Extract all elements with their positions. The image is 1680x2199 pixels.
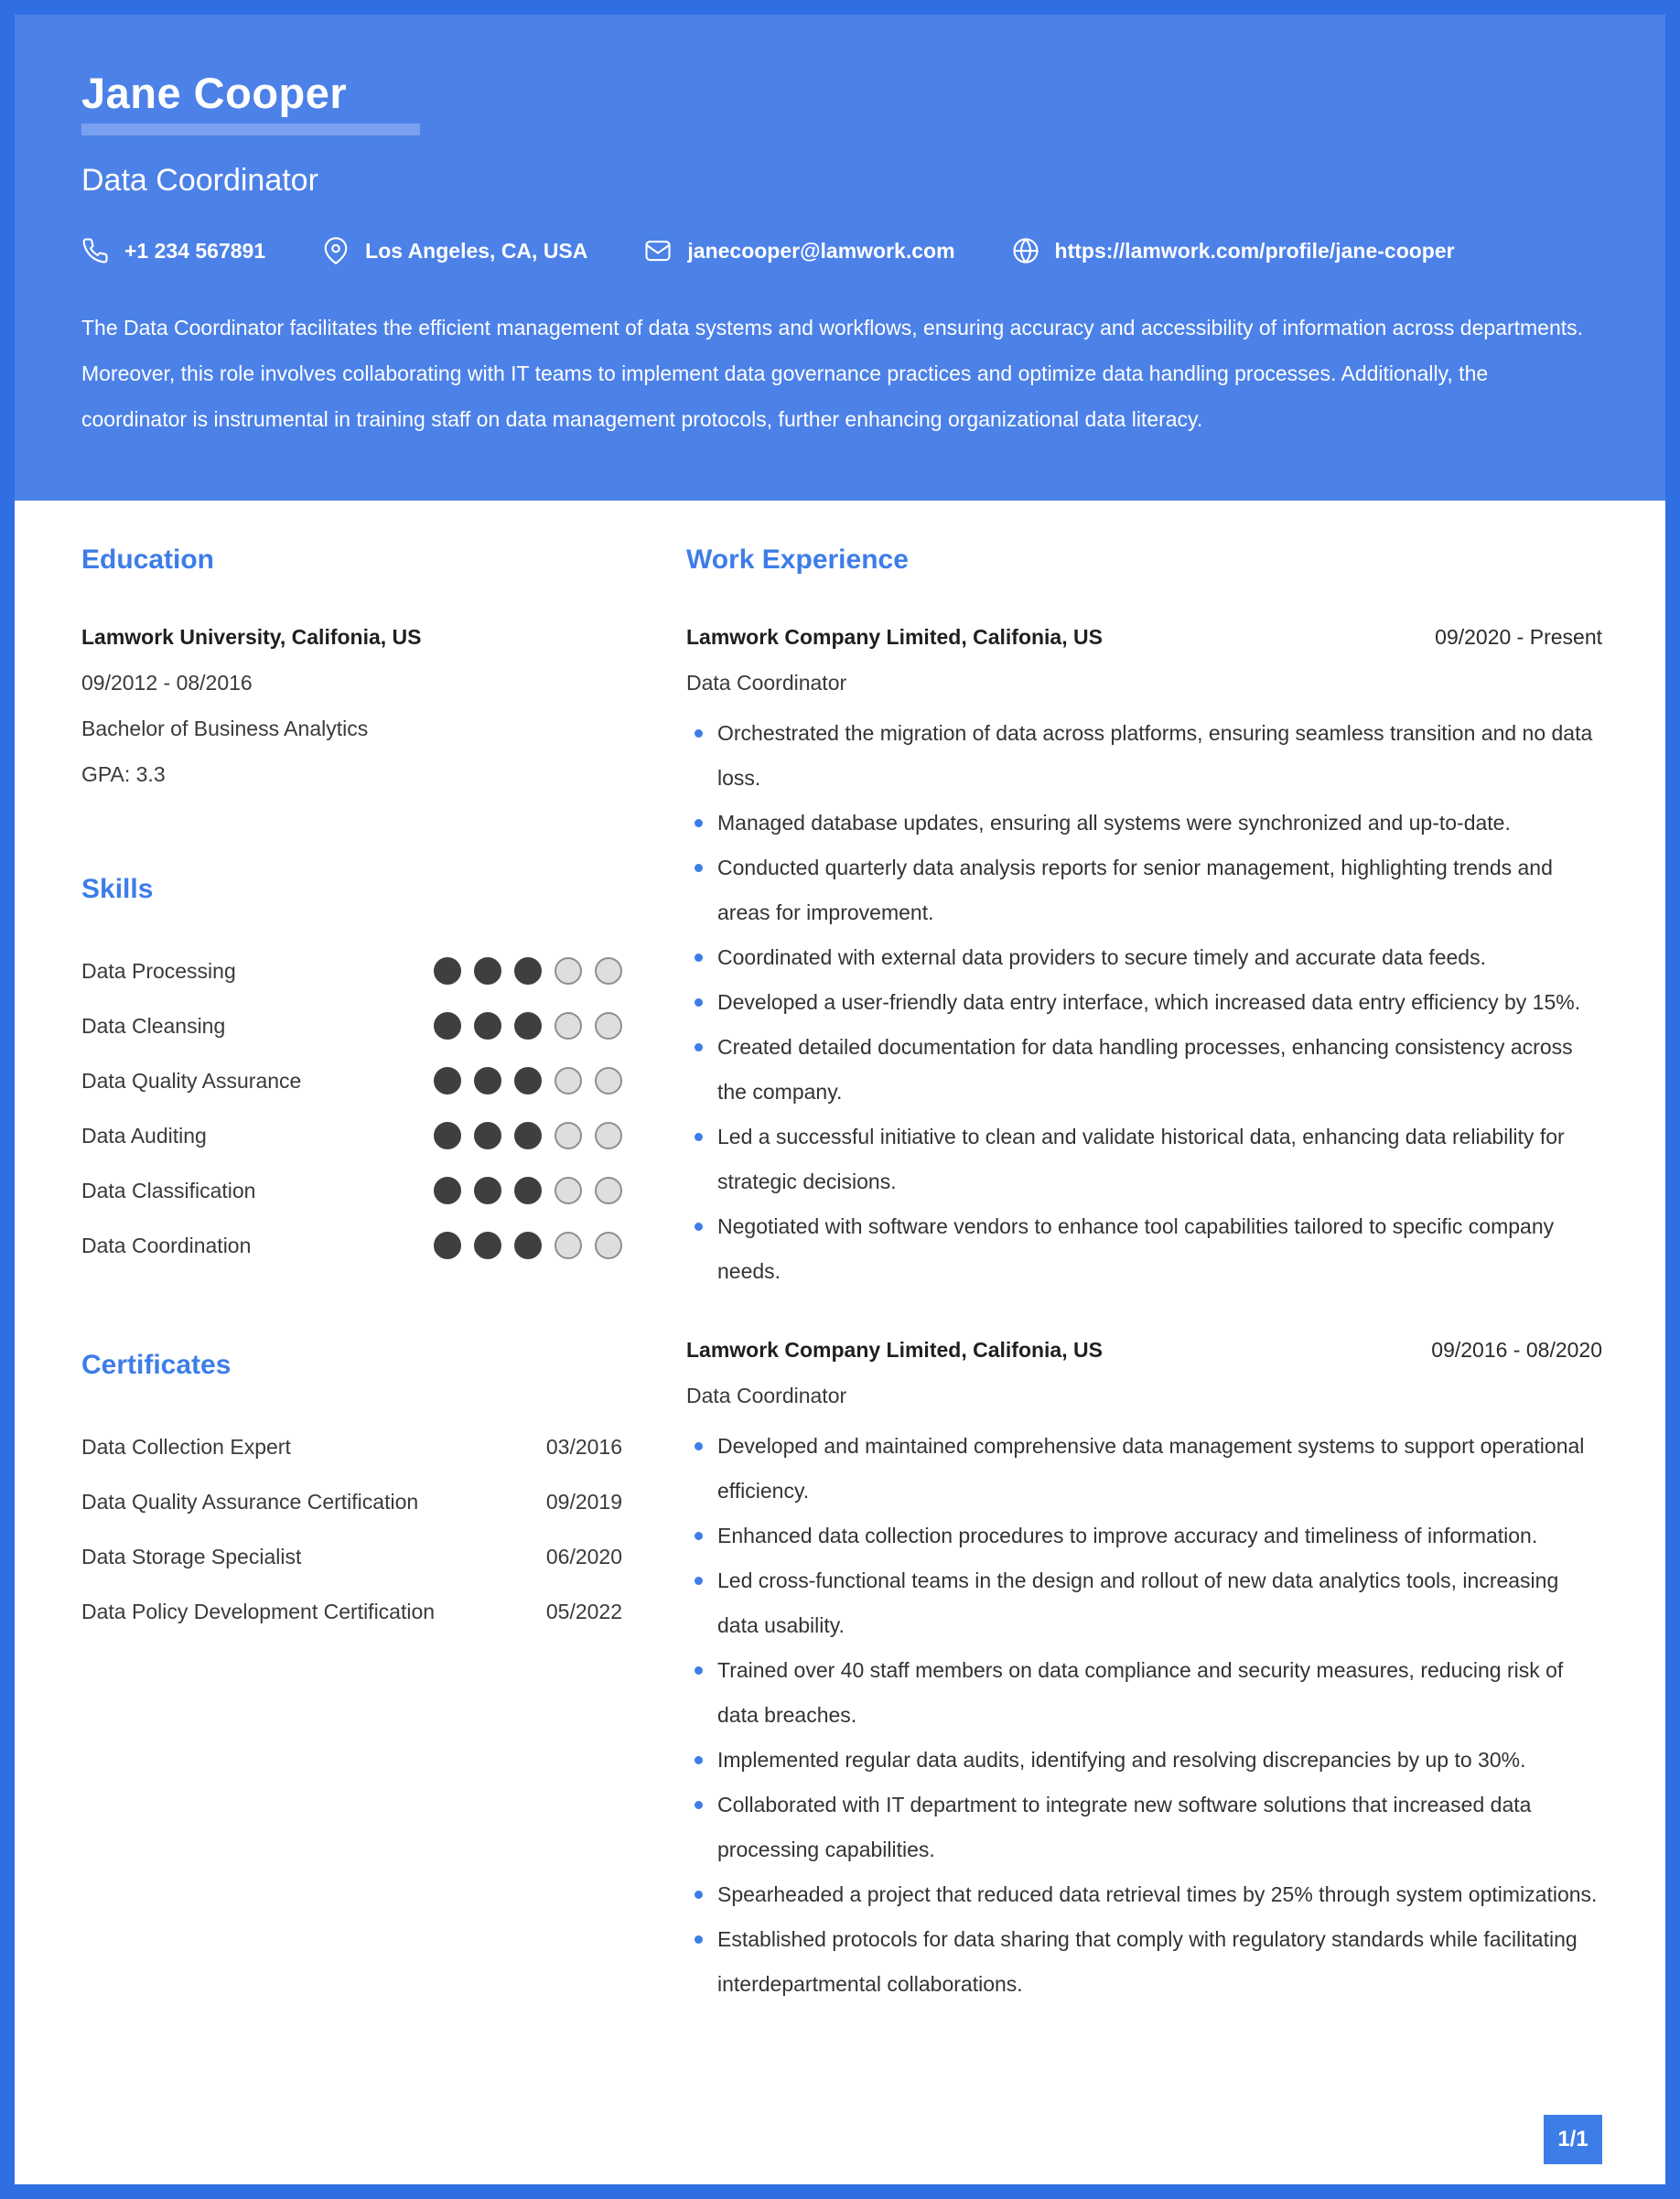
skill-level-dots: [434, 1067, 622, 1094]
company-name: Lamwork Company Limited, Califonia, US: [686, 625, 1103, 649]
bullet-item: Collaborated with IT department to integrate new software solutions that increased data processing capabilities.: [686, 1783, 1602, 1872]
certificates-section: [81, 1350, 622, 1639]
company-name: Lamwork Company Limited, Califonia, US: [686, 1338, 1103, 1362]
phone-text: +1 234 567891: [124, 238, 266, 263]
skill-dot: [555, 1067, 582, 1094]
job-entry: [686, 614, 1602, 1294]
skill-dot: [434, 1067, 461, 1094]
certificate-name: Data Quality Assurance Certification: [81, 1489, 419, 1514]
email-text: janecooper@lamwork.com: [687, 238, 955, 263]
email-icon: [644, 237, 672, 264]
job-header: [686, 614, 1602, 660]
skill-dot: [434, 957, 461, 985]
work-experience-section: [686, 544, 1602, 2007]
contact-phone: [81, 237, 265, 264]
skill-row: [81, 1108, 622, 1163]
skill-level-dots: [434, 1177, 622, 1204]
education-dates: 09/2012 - 08/2016: [81, 671, 253, 695]
certificate-name: Data Storage Specialist: [81, 1544, 302, 1568]
bullet-item: Led cross-functional teams in the design and rollout of new data analytics tools, increasing data usability.: [686, 1558, 1602, 1648]
bullet-item: Managed database updates, ensuring all systems were synchronized and up-to-date.: [686, 801, 1602, 846]
bullet-item: Orchestrated the migration of data across platforms, ensuring seamless transition and no data loss.: [686, 711, 1602, 801]
skill-name: Data Processing: [81, 958, 236, 983]
skill-dot: [555, 1122, 582, 1149]
certificate-date: 03/2016: [545, 1434, 622, 1459]
work-experience-heading: Work Experience: [686, 544, 909, 575]
person-name: Jane Cooper: [81, 69, 348, 117]
skill-dot: [555, 1177, 582, 1204]
bullet-item: Enhanced data collection procedures to improve accuracy and timeliness of information.: [686, 1514, 1602, 1558]
job-bullets: [686, 1424, 1602, 2007]
resume-body: [15, 501, 1665, 2007]
skill-dot: [514, 1177, 542, 1204]
skill-dot: [514, 1012, 542, 1040]
bullet-item: Trained over 40 staff members on data compliance and security measures, reducing risk of data breaches.: [686, 1648, 1602, 1738]
name-underline: [81, 124, 420, 135]
contact-email: [644, 237, 954, 264]
job-entry: [686, 1327, 1602, 2007]
bullet-item: Developed a user-friendly data entry interface, which increased data entry efficiency by 15%.: [686, 980, 1602, 1025]
job-dates: 09/2016 - 08/2020: [1431, 1338, 1602, 1362]
location-text: Los Angeles, CA, USA: [365, 238, 588, 263]
skill-dot: [595, 1232, 622, 1259]
certificate-date: 09/2019: [545, 1489, 622, 1514]
job-header: [686, 1327, 1602, 1373]
skill-row: [81, 943, 622, 998]
education-heading: Education: [81, 544, 215, 575]
bullet-item: Spearheaded a project that reduced data retrieval times by 25% through system optimizations.: [686, 1872, 1602, 1917]
skill-dot: [555, 957, 582, 985]
skill-dot: [514, 957, 542, 985]
skill-level-dots: [434, 1122, 622, 1149]
skill-dot: [434, 1177, 461, 1204]
skill-name: Data Auditing: [81, 1123, 207, 1148]
certificate-row: [81, 1584, 622, 1639]
certificate-date: 05/2022: [545, 1599, 622, 1623]
skill-dot: [514, 1232, 542, 1259]
bullet-item: Created detailed documentation for data handling processes, enhancing consistency across the company.: [686, 1025, 1602, 1115]
skill-dot: [514, 1067, 542, 1094]
education-section: [81, 544, 622, 797]
skill-dot: [555, 1012, 582, 1040]
left-column: [81, 544, 622, 2007]
header: [15, 15, 1665, 501]
contact-website: [1012, 237, 1455, 264]
skill-row: [81, 998, 622, 1053]
bullet-item: Negotiated with software vendors to enhance tool capabilities tailored to specific company needs.: [686, 1204, 1602, 1294]
certificate-row: [81, 1529, 622, 1584]
certificate-row: [81, 1419, 622, 1474]
skill-dot: [434, 1012, 461, 1040]
certificates-heading: Certificates: [81, 1350, 232, 1380]
skill-dot: [474, 1012, 501, 1040]
skills-heading: Skills: [81, 874, 154, 904]
skill-dot: [474, 1177, 501, 1204]
skill-dot: [474, 1232, 501, 1259]
skill-level-dots: [434, 1232, 622, 1259]
right-column: [686, 544, 1602, 2007]
certificate-date: 06/2020: [545, 1544, 622, 1568]
certificate-name: Data Policy Development Certification: [81, 1599, 436, 1623]
profile-summary: The Data Coordinator facilitates the efficient management of data systems and workflows, ensuring accuracy and accessibility of information across departments. Moreover, this role involves collaborating with IT teams to implement data governance practices and optimize data handling processes. Additionally, the coordinator is instrumental in training staff on data management protocols, further enhancing organizational data literacy.: [81, 316, 1584, 431]
website-text: https://lamwork.com/profile/jane-cooper: [1054, 238, 1455, 263]
job-role: Data Coordinator: [686, 1384, 847, 1407]
bullet-item: Established protocols for data sharing that comply with regulatory standards while facilitating interdepartmental collaborations.: [686, 1917, 1602, 2007]
skill-name: Data Quality Assurance: [81, 1068, 302, 1093]
skill-name: Data Cleansing: [81, 1013, 226, 1038]
job-bullets: [686, 711, 1602, 1294]
skill-row: [81, 1053, 622, 1108]
skill-dot: [474, 1122, 501, 1149]
skill-row: [81, 1218, 622, 1273]
person-job-title: Data Coordinator: [81, 163, 318, 198]
bullet-item: Led a successful initiative to clean and validate historical data, enhancing data reliability for strategic decisions.: [686, 1115, 1602, 1204]
contact-row: [81, 237, 1599, 264]
education-degree: Bachelor of Business Analytics: [81, 717, 369, 740]
skill-dot: [595, 1067, 622, 1094]
skill-row: [81, 1163, 622, 1218]
certificate-name: Data Collection Expert: [81, 1434, 291, 1459]
globe-icon: [1012, 237, 1039, 264]
bullet-item: Conducted quarterly data analysis reports for senior management, highlighting trends and areas for improvement.: [686, 846, 1602, 935]
bullet-item: Coordinated with external data providers to secure timely and accurate data feeds.: [686, 935, 1602, 980]
bullet-item: Implemented regular data audits, identifying and resolving discrepancies by up to 30%.: [686, 1738, 1602, 1783]
page-number-badge: 1/1: [1544, 2115, 1602, 2164]
education-gpa: GPA: 3.3: [81, 762, 166, 786]
skill-dot: [474, 957, 501, 985]
skill-dot: [595, 1122, 622, 1149]
phone-icon: [81, 237, 109, 264]
skill-name: Data Coordination: [81, 1233, 252, 1257]
skill-dot: [514, 1122, 542, 1149]
skill-dot: [555, 1232, 582, 1259]
skill-dot: [595, 1177, 622, 1204]
job-dates: 09/2020 - Present: [1435, 625, 1602, 649]
location-icon: [322, 237, 350, 264]
skill-dot: [474, 1067, 501, 1094]
skill-level-dots: [434, 1012, 622, 1040]
contact-location: [322, 237, 587, 264]
bullet-item: Developed and maintained comprehensive data management systems to support operational efficiency.: [686, 1424, 1602, 1514]
certificate-row: [81, 1474, 622, 1529]
skill-dot: [595, 1012, 622, 1040]
job-role: Data Coordinator: [686, 671, 847, 695]
skill-dot: [434, 1122, 461, 1149]
education-school: Lamwork University, Califonia, US: [81, 625, 422, 649]
skill-name: Data Classification: [81, 1178, 256, 1202]
skill-dot: [595, 957, 622, 985]
skill-dot: [434, 1232, 461, 1259]
skill-level-dots: [434, 957, 622, 985]
skills-section: [81, 874, 622, 1273]
